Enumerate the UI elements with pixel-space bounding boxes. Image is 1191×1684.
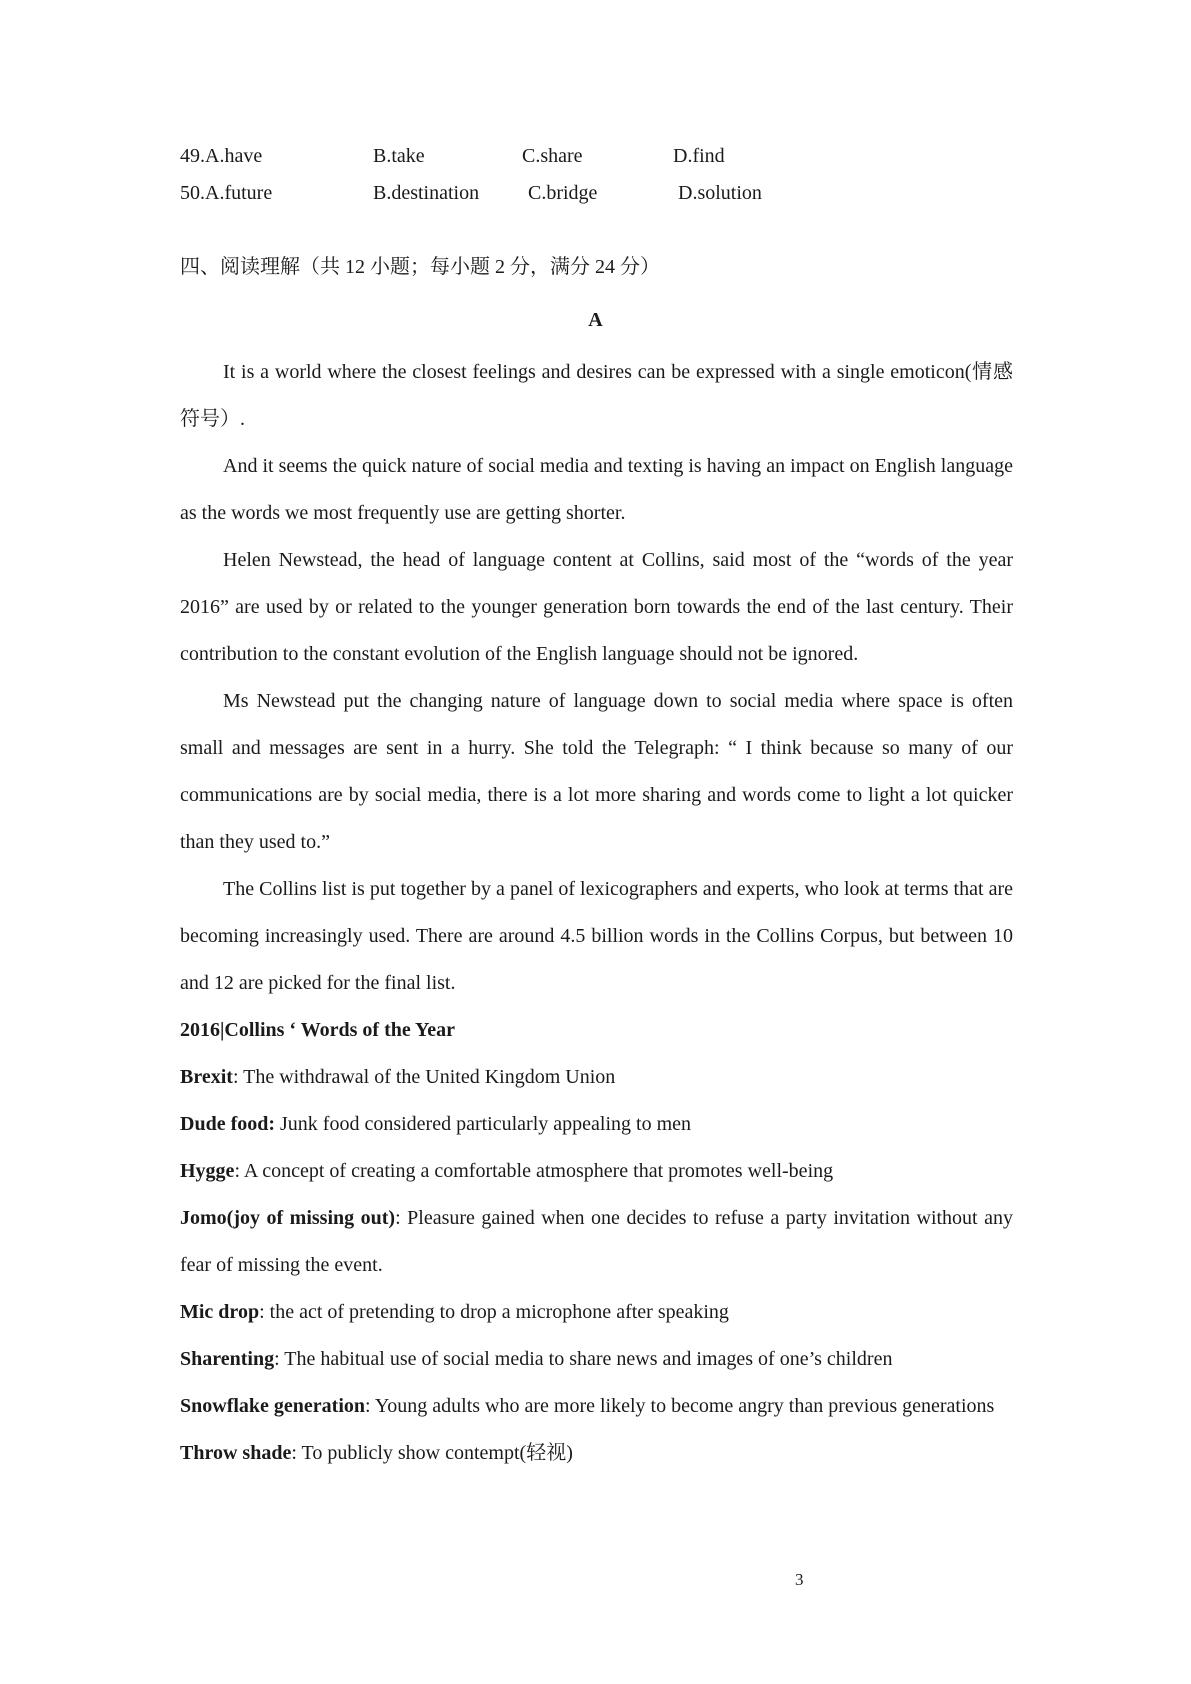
option-b: B.destination xyxy=(373,182,480,204)
paragraph: The Collins list is put together by a panel of lexicographers and experts, who look at terms that are becoming increasingly used. There are around 4.5 billion words in the Collins Corpus, but between 10 and 12 are picked for the final list. xyxy=(180,878,1013,994)
glossary-term: Hygge xyxy=(180,1160,235,1182)
option-c: C.share xyxy=(522,145,583,167)
glossary-definition: : The habitual use of social media to share news and images of one’s children xyxy=(274,1348,893,1370)
glossary-item xyxy=(180,1101,1013,1148)
glossary-definition: : Young adults who are more likely to become angry than previous generations xyxy=(365,1395,995,1417)
passage-body xyxy=(180,349,1013,1477)
paragraph: Ms Newstead put the changing nature of language down to social media where space is often small and messages are sent in a hurry. She told the Telegraph: “ I think because so many of our communications are by social media, there is a lot more sharing and words come to light a lot quicker than they used to.” xyxy=(180,690,1013,853)
paragraph: Helen Newstead, the head of language content at Collins, said most of the “words of the year 2016” are used by or related to the younger generation born towards the end of the last century. Their contribution to the constant evolution of the English language should not be ignored. xyxy=(180,549,1013,665)
option-d: D.find xyxy=(673,145,725,167)
glossary-definition: : Pleasure gained when one decides to refuse a party invitation without any fear of missing the event. xyxy=(180,1207,1014,1276)
question-50-options xyxy=(180,178,1080,208)
glossary-definition: : The withdrawal of the United Kingdom Union xyxy=(232,1066,616,1088)
glossary-term: Snowflake generation xyxy=(180,1395,365,1417)
glossary-item xyxy=(180,1289,1013,1336)
question-49-options xyxy=(180,141,1080,171)
option-b: B.take xyxy=(373,145,425,167)
paragraph: It is a world where the closest feelings and desires can be expressed with a single emoticon(情感符号）. xyxy=(180,361,1013,430)
glossary-term: Jomo(joy of missing out) xyxy=(180,1207,396,1229)
glossary-definition: : To publicly show contempt(轻视) xyxy=(291,1442,573,1464)
option-a: 50.A.future xyxy=(180,182,273,204)
glossary-term: Brexit xyxy=(180,1066,233,1088)
glossary-item xyxy=(180,1054,1013,1101)
glossary-definition: : A concept of creating a comfortable atmosphere that promotes well-being xyxy=(234,1160,834,1182)
passage-label: A xyxy=(588,309,603,331)
glossary-term: Sharenting xyxy=(180,1348,275,1370)
option-a: 49.A.have xyxy=(180,145,263,167)
glossary-item xyxy=(180,1430,1013,1477)
option-c: C.bridge xyxy=(528,182,598,204)
glossary-definition: : the act of pretending to drop a microphone after speaking xyxy=(259,1301,729,1323)
glossary-definition: Junk food considered particularly appealing to men xyxy=(275,1113,692,1135)
glossary-item xyxy=(180,1195,1013,1289)
page-number: 3 xyxy=(795,1570,804,1589)
glossary-item xyxy=(180,1336,1013,1383)
glossary-term: Throw shade xyxy=(180,1442,292,1464)
option-d: D.solution xyxy=(678,182,762,204)
paragraph: And it seems the quick nature of social media and texting is having an impact on English language as the words we most frequently use are getting shorter. xyxy=(180,455,1013,524)
section-heading: 四、阅读理解（共 12 小题；每小题 2 分，满分 24 分） xyxy=(180,256,660,278)
glossary-term: Mic drop xyxy=(180,1301,260,1323)
glossary-item xyxy=(180,1148,1013,1195)
glossary-item xyxy=(180,1383,1013,1430)
glossary-term: Dude food: xyxy=(180,1113,276,1135)
glossary-title: 2016|Collins ‘ Words of the Year xyxy=(180,1019,455,1041)
